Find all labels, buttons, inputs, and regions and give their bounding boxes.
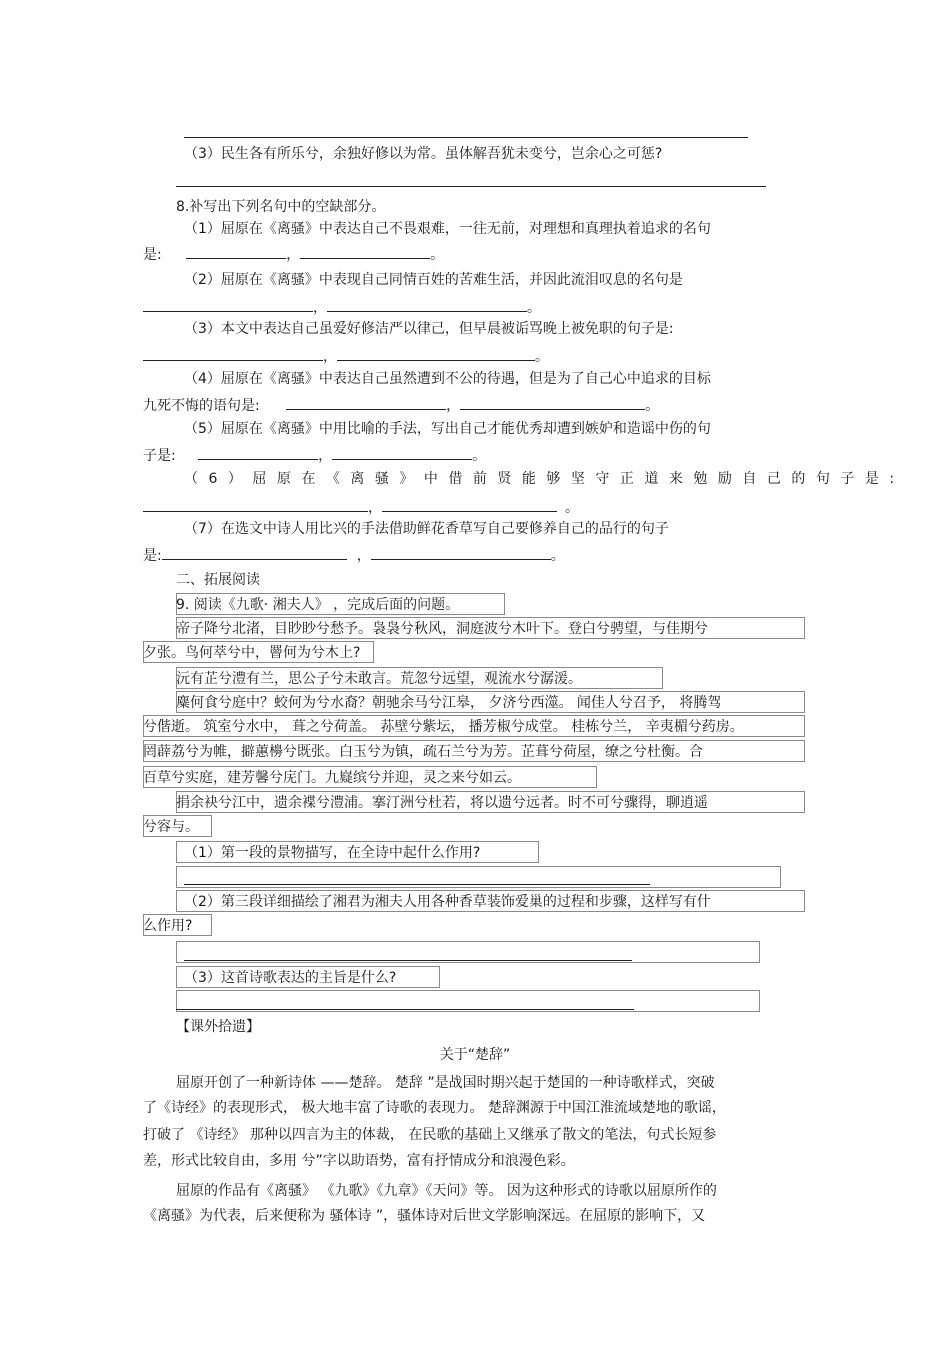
q8-item4-line2: 九死不悔的语句是: ， 。 (143, 395, 659, 416)
answer-label: 是: (143, 548, 162, 564)
answer-blank[interactable] (198, 445, 318, 460)
q8-heading: 8.补写出下列名句中的空缺部分。 (176, 199, 386, 215)
answer-blank[interactable] (327, 297, 527, 312)
q9-sub2-line1: （2）第三段详细描绘了湘君为湘夫人用各种香草装饰爱巢的过程和步骤，这样写有什 (184, 894, 711, 910)
q8-item1-line1: （1）屈原在《离骚》中表达自己不畏艰难，一往无前，对理想和真理执着追求的名句 (184, 221, 711, 237)
q8-item7-line1: （7）在选文中诗人用比兴的手法借助鲜花香草写自己要修养自己的品行的句子 (184, 521, 669, 537)
poem-line: 捐余袂兮江中，遗余褋兮澧浦。搴汀洲兮杜若，将以遗兮远者。时不可兮骤得，聊逍遥 (176, 795, 708, 811)
poem-line: 沅有芷兮澧有兰，思公子兮未敢言。荒忽兮远望，观流水兮潺湲。 (176, 671, 582, 687)
q8-item6-line1: （6）屈原在《离骚》中借前贤能够坚守正道来勉励自己的句子是: (184, 471, 905, 487)
poem-line: 帝子降兮北渚，目眇眇兮愁予。袅袅兮秋风，洞庭波兮木叶下。登白兮骋望，与佳期兮 (176, 621, 708, 637)
section-title: 二、拓展阅读 (176, 572, 260, 588)
answer-label: 九死不悔的语句是: (143, 398, 260, 414)
extra-line: 《离骚》为代表，后来便称为 骚体诗 ”，骚体诗对后世文学影响深远。在屈原的影响下，又 (143, 1208, 706, 1224)
poem-line: 兮偕逝。 筑室兮水中， 葺之兮荷盖。 荪壁兮紫坛， 播芳椒兮成堂。 桂栋兮兰， 辛夷楣兮药房。 (143, 719, 744, 735)
q9-heading: 9. 阅读《九歌· 湘夫人》 ，完成后面的问题。 (176, 597, 460, 613)
q8-item5-line2: 子是: ， 。 (143, 445, 486, 466)
extra-line: 屈原开创了一种新诗体 ——楚辞。 楚辞 ”是战国时期兴起于楚国的一种诗歌样式，突破 (176, 1075, 715, 1091)
extra-tag: 【课外拾遗】 (176, 1019, 260, 1035)
q8-item4-line1: （4）屈原在《离骚》中表达自己虽然遭到不公的待遇，但是为了自己心中追求的目标 (184, 371, 711, 387)
answer-blank[interactable] (460, 395, 645, 410)
q7-item3: （3）民生各有所乐兮，余独好修以为常。虽体解吾犹未变兮，岂余心之可惩? (184, 146, 663, 162)
q9-sub3: （3）这首诗歌表达的主旨是什么? (184, 970, 397, 986)
answer-label: 是: (143, 247, 162, 263)
answer-blank[interactable] (143, 346, 323, 361)
answer-blank[interactable] (337, 346, 535, 361)
q8-item6-line2: ， 。 (143, 497, 579, 518)
answer-blank[interactable] (162, 545, 347, 560)
answer-blank[interactable] (300, 244, 430, 259)
poem-line: 麋何食兮庭中？蛟何为兮水裔？朝驰余马兮江皋， 夕济兮西澨。 闻佳人兮召予， 将腾驾 (176, 695, 722, 711)
answer-line[interactable] (176, 186, 766, 187)
poem-line: 罔薜荔兮为帷，擗蕙櫋兮既张。白玉兮为镇，疏石兰兮为芳。芷葺兮荷屋，缭之兮杜衡。合 (143, 744, 703, 760)
q8-item1-line2: 是: ， 。 (143, 244, 444, 265)
extra-line: 差，形式比较自由，多用 兮”字以助语势，富有抒情成分和浪漫色彩。 (143, 1153, 575, 1169)
q8-item2-line1: （2）屈原在《离骚》中表现自己同情百姓的苦难生活，并因此流泪叹息的名句是 (184, 272, 683, 288)
q8-item2-line2: ， 。 (143, 297, 541, 318)
answer-blank[interactable] (382, 497, 557, 512)
q9-sub2-line2: 么作用? (143, 918, 193, 934)
extra-line: 打破了 《诗经》 那种以四言为主的体裁， 在民歌的基础上又继承了散文的笔法，句式长短参 (143, 1127, 717, 1143)
extra-line: 了《诗经》的表现形式， 极大地丰富了诗歌的表现力。 楚辞渊源于中国江淮流域楚地的歌谣， (143, 1100, 726, 1116)
q8-item3-line1: （3）本文中表达自己虽爱好修洁严以律己，但早晨被诟骂晚上被免职的句子是: (184, 321, 674, 337)
poem-line: 兮容与。 (143, 819, 199, 835)
answer-blank[interactable] (371, 545, 551, 560)
poem-line: 夕张。鸟何萃兮中，罾何为兮木上? (143, 645, 361, 661)
answer-label: 子是: (143, 448, 176, 464)
answer-blank[interactable] (286, 395, 446, 410)
answer-blank[interactable] (332, 445, 472, 460)
extra-line: 屈原的作品有《离骚》 《九歌》《九章》《天问》等。 因为这种形式的诗歌以屈原所作的 (176, 1183, 717, 1199)
poem-line: 百草兮实庭，建芳馨兮庑门。九嶷缤兮并迎，灵之来兮如云。 (143, 770, 521, 786)
q8-item3-line2: ， 。 (143, 346, 549, 367)
answer-line[interactable] (184, 137, 748, 138)
q8-item7-line2: 是: ， 。 (143, 545, 565, 566)
answer-line[interactable] (184, 960, 632, 961)
answer-line[interactable] (184, 884, 650, 885)
extra-title: 关于“楚辞” (439, 1047, 511, 1063)
q9-sub1: （1）第一段的景物描写，在全诗中起什么作用? (184, 845, 481, 861)
answer-blank[interactable] (186, 244, 286, 259)
answer-line[interactable] (176, 1009, 634, 1010)
answer-blank[interactable] (143, 297, 313, 312)
q8-item5-line1: （5）屈原在《离骚》中用比喻的手法，写出自己才能优秀却遭到嫉妒和造谣中伤的句 (184, 421, 711, 437)
answer-blank[interactable] (143, 497, 368, 512)
